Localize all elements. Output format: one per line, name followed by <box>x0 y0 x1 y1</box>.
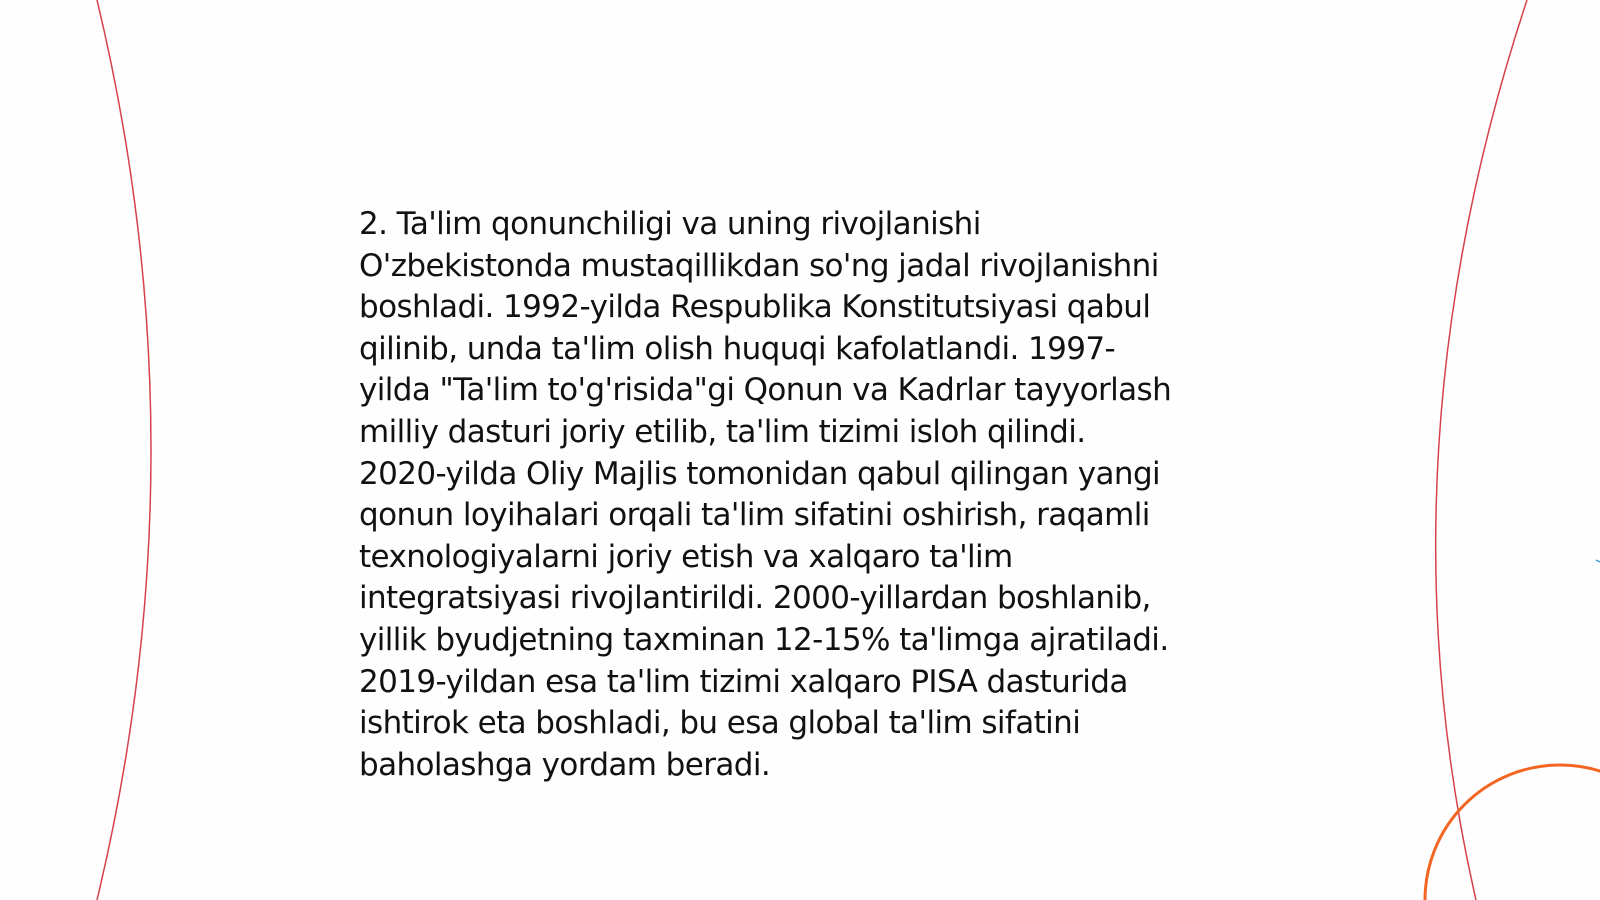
body-line-1: 2. Ta'lim qonunchiligi va uning rivojlanishi <box>359 206 981 242</box>
body-line-9: texnologiyalarni joriy etish va xalqaro ta'lim <box>359 538 1013 575</box>
orange-circle-decoration <box>1425 765 1600 900</box>
body-line-8: qonun loyihalari orqali ta'lim sifatini oshirish, raqamli <box>359 497 1150 534</box>
body-line-12: 2019-yildan esa ta'lim tizimi xalqaro PISA dasturida <box>359 663 1128 700</box>
body-line-6: milliy dasturi joriy etilib, ta'lim tizimi isloh qilindi. <box>359 413 1086 450</box>
body-text <box>359 204 1259 786</box>
body-line-7: 2020-yilda Oliy Majlis tomonidan qabul qilingan yangi <box>359 455 1161 492</box>
body-line-2: O'zbekistonda mustaqillikdan so'ng jadal rivojlanishni <box>359 247 1159 284</box>
blue-mark-decoration <box>1596 560 1600 562</box>
body-line-14: baholashga yordam beradi. <box>359 746 771 783</box>
right-arc-decoration <box>1436 0 1527 900</box>
body-line-11: yillik byudjetning taxminan 12-15% ta'limga ajratiladi. <box>359 621 1169 658</box>
body-line-13: ishtirok eta boshladi, bu esa global ta'lim sifatini <box>359 705 1081 742</box>
body-line-5: yilda "Ta'lim to'g'risida"gi Qonun va Kadrlar tayyorlash <box>359 372 1172 409</box>
body-line-3: boshladi. 1992-yilda Respublika Konstitutsiyasi qabul <box>359 289 1151 326</box>
left-arc-decoration <box>97 0 151 900</box>
body-line-4: qilinib, unda ta'lim olish huquqi kafolatlandi. 1997- <box>359 330 1116 367</box>
body-line-10: integratsiyasi rivojlantirildi. 2000-yillardan boshlanib, <box>359 580 1151 617</box>
